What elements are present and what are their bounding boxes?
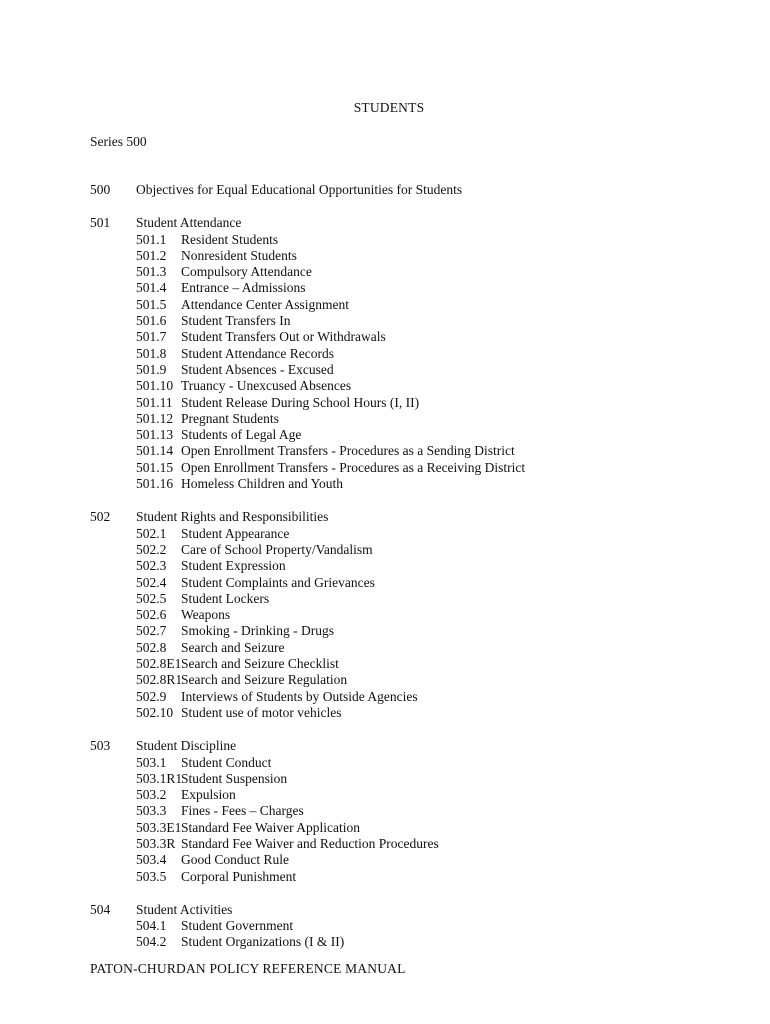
policy-item bbox=[90, 836, 750, 852]
policy-title: Student Conduct bbox=[181, 754, 272, 770]
policy-section bbox=[90, 902, 750, 951]
policy-code: 501.8 bbox=[136, 345, 167, 361]
policy-item bbox=[90, 656, 750, 672]
policy-title: Student Organizations (I & II) bbox=[181, 934, 345, 950]
policy-code: 502.3 bbox=[136, 558, 167, 574]
policy-title: Compulsory Attendance bbox=[181, 264, 312, 280]
policy-code: 501.11 bbox=[136, 394, 173, 410]
series-label: Series 500 bbox=[90, 134, 147, 149]
policy-code: 501.5 bbox=[136, 296, 167, 312]
policy-item bbox=[90, 623, 750, 639]
policy-item bbox=[90, 526, 750, 542]
section-heading bbox=[90, 738, 750, 754]
policy-title: Students of Legal Age bbox=[181, 427, 302, 443]
policy-code: 501.13 bbox=[136, 427, 174, 443]
policy-code: 503.1R1 bbox=[136, 770, 183, 786]
section-title: Student Discipline bbox=[136, 738, 237, 754]
policy-title: Search and Seizure bbox=[181, 639, 285, 655]
policy-item bbox=[90, 476, 750, 492]
policy-item bbox=[90, 640, 750, 656]
section-heading bbox=[90, 902, 750, 918]
section-code: 502 bbox=[90, 509, 111, 525]
policy-title: Student Release During School Hours (I, II) bbox=[181, 394, 420, 410]
policy-code: 501.6 bbox=[136, 313, 167, 329]
policy-title: Corporal Punishment bbox=[181, 868, 297, 884]
section-heading bbox=[90, 215, 750, 231]
policy-code: 501.16 bbox=[136, 476, 174, 492]
policy-title: Student Expression bbox=[181, 558, 286, 574]
policy-item bbox=[90, 934, 750, 950]
policy-item bbox=[90, 771, 750, 787]
policy-item bbox=[90, 427, 750, 443]
policy-code: 502.6 bbox=[136, 607, 167, 623]
policy-title: Homeless Children and Youth bbox=[181, 476, 343, 492]
section-heading bbox=[90, 509, 750, 525]
policy-title: Student Lockers bbox=[181, 590, 270, 606]
section-code: 501 bbox=[90, 215, 111, 231]
policy-code: 501.3 bbox=[136, 264, 167, 280]
policy-item bbox=[90, 395, 750, 411]
policy-code: 501.4 bbox=[136, 280, 167, 296]
policy-title: Student Transfers In bbox=[181, 313, 291, 329]
policy-item bbox=[90, 232, 750, 248]
policy-item bbox=[90, 575, 750, 591]
policy-item bbox=[90, 346, 750, 362]
policy-title: Search and Seizure Checklist bbox=[181, 656, 339, 672]
policy-section bbox=[90, 215, 750, 492]
policy-table-of-contents bbox=[90, 182, 750, 968]
policy-item bbox=[90, 918, 750, 934]
section-title: Student Activities bbox=[136, 901, 233, 917]
policy-code: 501.7 bbox=[136, 329, 167, 345]
policy-item bbox=[90, 411, 750, 427]
policy-code: 501.9 bbox=[136, 361, 167, 377]
policy-code: 501.15 bbox=[136, 459, 174, 475]
policy-item bbox=[90, 362, 750, 378]
policy-item bbox=[90, 313, 750, 329]
page-title: STUDENTS bbox=[353, 100, 425, 115]
policy-code: 502.8 bbox=[136, 639, 167, 655]
policy-title: Student Attendance Records bbox=[181, 345, 334, 361]
policy-code: 502.7 bbox=[136, 623, 167, 639]
policy-title: Pregnant Students bbox=[181, 410, 279, 426]
policy-item bbox=[90, 607, 750, 623]
policy-code: 503.5 bbox=[136, 868, 167, 884]
policy-code: 503.3 bbox=[136, 803, 167, 819]
policy-title: Student Complaints and Grievances bbox=[181, 574, 375, 590]
policy-code: 503.3E1 bbox=[136, 819, 182, 835]
policy-title: Search and Seizure Regulation bbox=[181, 672, 348, 688]
policy-item bbox=[90, 705, 750, 721]
policy-title: Good Conduct Rule bbox=[181, 852, 289, 868]
policy-section bbox=[90, 509, 750, 721]
policy-title: Student Government bbox=[181, 918, 294, 934]
section-heading bbox=[90, 182, 750, 198]
section-code: 500 bbox=[90, 182, 111, 197]
section-title: Objectives for Equal Educational Opportunities for Students bbox=[136, 182, 463, 197]
policy-title: Expulsion bbox=[181, 787, 236, 803]
policy-code: 501.2 bbox=[136, 247, 167, 263]
policy-item bbox=[90, 248, 750, 264]
policy-title: Smoking - Drinking - Drugs bbox=[181, 623, 334, 639]
policy-title: Standard Fee Waiver and Reduction Procedures bbox=[181, 835, 439, 851]
policy-item bbox=[90, 542, 750, 558]
policy-code: 501.1 bbox=[136, 231, 167, 247]
policy-code: 502.1 bbox=[136, 525, 167, 541]
policy-item bbox=[90, 329, 750, 345]
policy-code: 501.14 bbox=[136, 443, 174, 459]
policy-title: Student Suspension bbox=[181, 770, 288, 786]
policy-code: 503.2 bbox=[136, 787, 167, 803]
policy-title: Weapons bbox=[181, 607, 231, 623]
manual-footer: PATON-CHURDAN POLICY REFERENCE MANUAL bbox=[90, 961, 406, 976]
policy-item bbox=[90, 558, 750, 574]
policy-title: Nonresident Students bbox=[181, 247, 297, 263]
policy-title: Student Transfers Out or Withdrawals bbox=[181, 329, 386, 345]
policy-code: 502.8E1 bbox=[136, 656, 182, 672]
policy-title: Truancy - Unexcused Absences bbox=[181, 378, 352, 394]
policy-title: Resident Students bbox=[181, 231, 279, 247]
policy-title: Interviews of Students by Outside Agencies bbox=[181, 688, 418, 704]
policy-code: 501.12 bbox=[136, 410, 174, 426]
policy-item bbox=[90, 787, 750, 803]
policy-item bbox=[90, 869, 750, 885]
policy-item bbox=[90, 280, 750, 296]
policy-title: Student use of motor vehicles bbox=[181, 704, 342, 720]
policy-section bbox=[90, 738, 750, 885]
policy-code: 503.3R bbox=[136, 835, 176, 851]
section-title: Student Attendance bbox=[136, 215, 242, 231]
policy-item bbox=[90, 820, 750, 836]
policy-title: Attendance Center Assignment bbox=[181, 296, 349, 312]
policy-item bbox=[90, 591, 750, 607]
policy-code: 502.4 bbox=[136, 574, 167, 590]
policy-title: Open Enrollment Transfers - Procedures as a Sending District bbox=[181, 443, 515, 459]
policy-item bbox=[90, 689, 750, 705]
policy-code: 504.2 bbox=[136, 934, 167, 950]
policy-code: 502.8R1 bbox=[136, 672, 183, 688]
policy-code: 503.1 bbox=[136, 754, 167, 770]
policy-item bbox=[90, 460, 750, 476]
policy-item bbox=[90, 672, 750, 688]
policy-title: Student Absences - Excused bbox=[181, 361, 334, 377]
policy-item bbox=[90, 264, 750, 280]
policy-item bbox=[90, 378, 750, 394]
policy-item bbox=[90, 755, 750, 771]
policy-code: 502.10 bbox=[136, 704, 174, 720]
policy-code: 504.1 bbox=[136, 918, 167, 934]
policy-item bbox=[90, 803, 750, 819]
section-code: 503 bbox=[90, 738, 111, 754]
section-title: Student Rights and Responsibilities bbox=[136, 509, 329, 525]
policy-item bbox=[90, 852, 750, 868]
policy-code: 502.5 bbox=[136, 590, 167, 606]
policy-title: Standard Fee Waiver Application bbox=[181, 819, 360, 835]
policy-code: 502.2 bbox=[136, 541, 167, 557]
policy-code: 503.4 bbox=[136, 852, 167, 868]
policy-title: Fines - Fees – Charges bbox=[181, 803, 304, 819]
policy-title: Entrance – Admissions bbox=[181, 280, 306, 296]
policy-title: Open Enrollment Transfers - Procedures as a Receiving District bbox=[181, 459, 526, 475]
section-code: 504 bbox=[90, 901, 111, 917]
policy-title: Care of School Property/Vandalism bbox=[181, 541, 373, 557]
policy-item bbox=[90, 297, 750, 313]
policy-code: 502.9 bbox=[136, 688, 167, 704]
policy-section bbox=[90, 182, 750, 198]
policy-code: 501.10 bbox=[136, 378, 174, 394]
policy-item bbox=[90, 443, 750, 459]
policy-title: Student Appearance bbox=[181, 525, 290, 541]
